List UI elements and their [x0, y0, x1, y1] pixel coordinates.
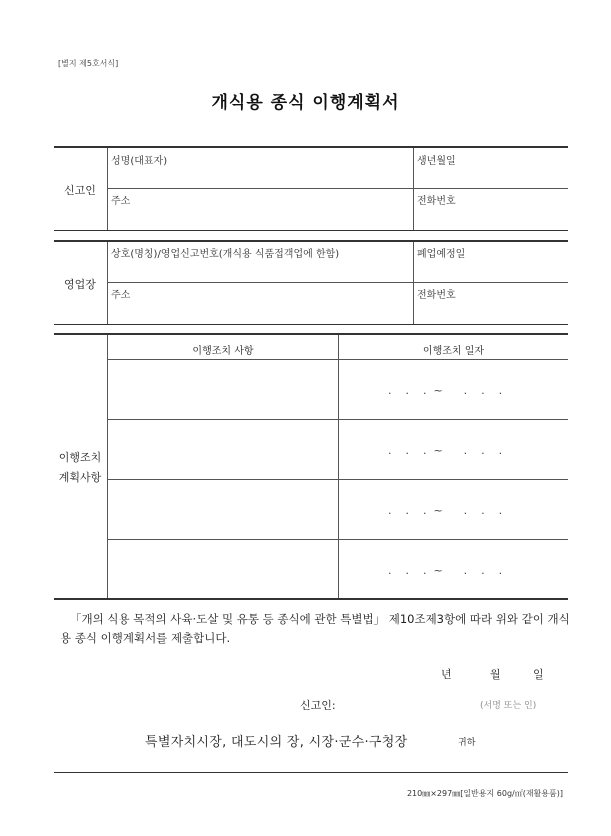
reporter-birth-field[interactable]: 생년월일 — [417, 156, 456, 167]
form-number: [별지 제5호서식] — [58, 59, 119, 68]
divider — [107, 282, 568, 283]
paper-spec: 210㎜×297㎜[일반용지 60g/㎡(재활용품)] — [406, 789, 563, 798]
signature-label: 신고인: — [300, 699, 336, 712]
plan-label-line2: 계획사항 — [58, 471, 102, 484]
plan-label-line1: 이행조치 — [58, 451, 102, 464]
recipient-text: 특별자치시장, 대도시의 장, 시장·군수·구청장 — [145, 735, 408, 750]
col-measure-header: 이행조치 사항 — [192, 346, 254, 357]
footer-rule — [54, 772, 568, 773]
date-range-2[interactable]: . . . ~ . . . — [388, 444, 503, 457]
business-phone-field[interactable]: 전화번호 — [417, 290, 456, 301]
signature-field[interactable]: (서명 또는 인) — [480, 701, 537, 711]
divider — [107, 242, 108, 324]
measure-cell-3[interactable] — [108, 480, 338, 539]
date-range-4[interactable]: . . . ~ . . . — [388, 564, 503, 577]
declaration-text: 「개의 식용 목적의 사육·도살 및 유통 등 종식에 관한 특별법」 제10조제3항에 따라 위와 같이 개식용 종식 이행계획서를 제출합니다. — [60, 612, 570, 645]
recipient-suffix: 귀하 — [458, 738, 476, 748]
measure-cell-4[interactable] — [108, 540, 338, 599]
business-address-field[interactable]: 주소 — [111, 290, 131, 301]
measure-cell-1[interactable] — [108, 360, 338, 419]
rule — [54, 324, 568, 325]
business-name-field[interactable]: 상호(명칭)/영업신고번호(개식용 식품접객업에 한함) — [111, 249, 340, 260]
day-label: 일 — [533, 668, 544, 681]
divider — [107, 148, 108, 230]
plan-section-label — [54, 448, 106, 488]
divider — [413, 148, 414, 230]
document-title: 개식용 종식 이행계획서 — [211, 93, 400, 113]
rule — [54, 240, 568, 242]
rule — [54, 230, 568, 231]
reporter-section-label: 신고인 — [64, 184, 96, 197]
date-range-3[interactable]: . . . ~ . . . — [388, 504, 503, 517]
rule-top — [54, 146, 568, 148]
date-range-1[interactable]: . . . ~ . . . — [388, 384, 503, 397]
divider — [413, 242, 414, 324]
reporter-phone-field[interactable]: 전화번호 — [417, 196, 456, 207]
business-closure-field[interactable]: 폐업예정일 — [417, 249, 466, 260]
reporter-name-field[interactable]: 성명(대표자) — [111, 156, 168, 167]
business-section-label: 영업장 — [64, 278, 96, 291]
year-label: 년 — [441, 668, 452, 681]
reporter-address-field[interactable]: 주소 — [111, 196, 131, 207]
rule — [54, 333, 568, 335]
col-date-header: 이행조치 일자 — [422, 346, 485, 357]
rule-bottom — [54, 598, 568, 600]
divider — [107, 188, 568, 189]
divider — [338, 335, 339, 599]
measure-cell-2[interactable] — [108, 420, 338, 479]
month-label: 월 — [490, 668, 501, 681]
